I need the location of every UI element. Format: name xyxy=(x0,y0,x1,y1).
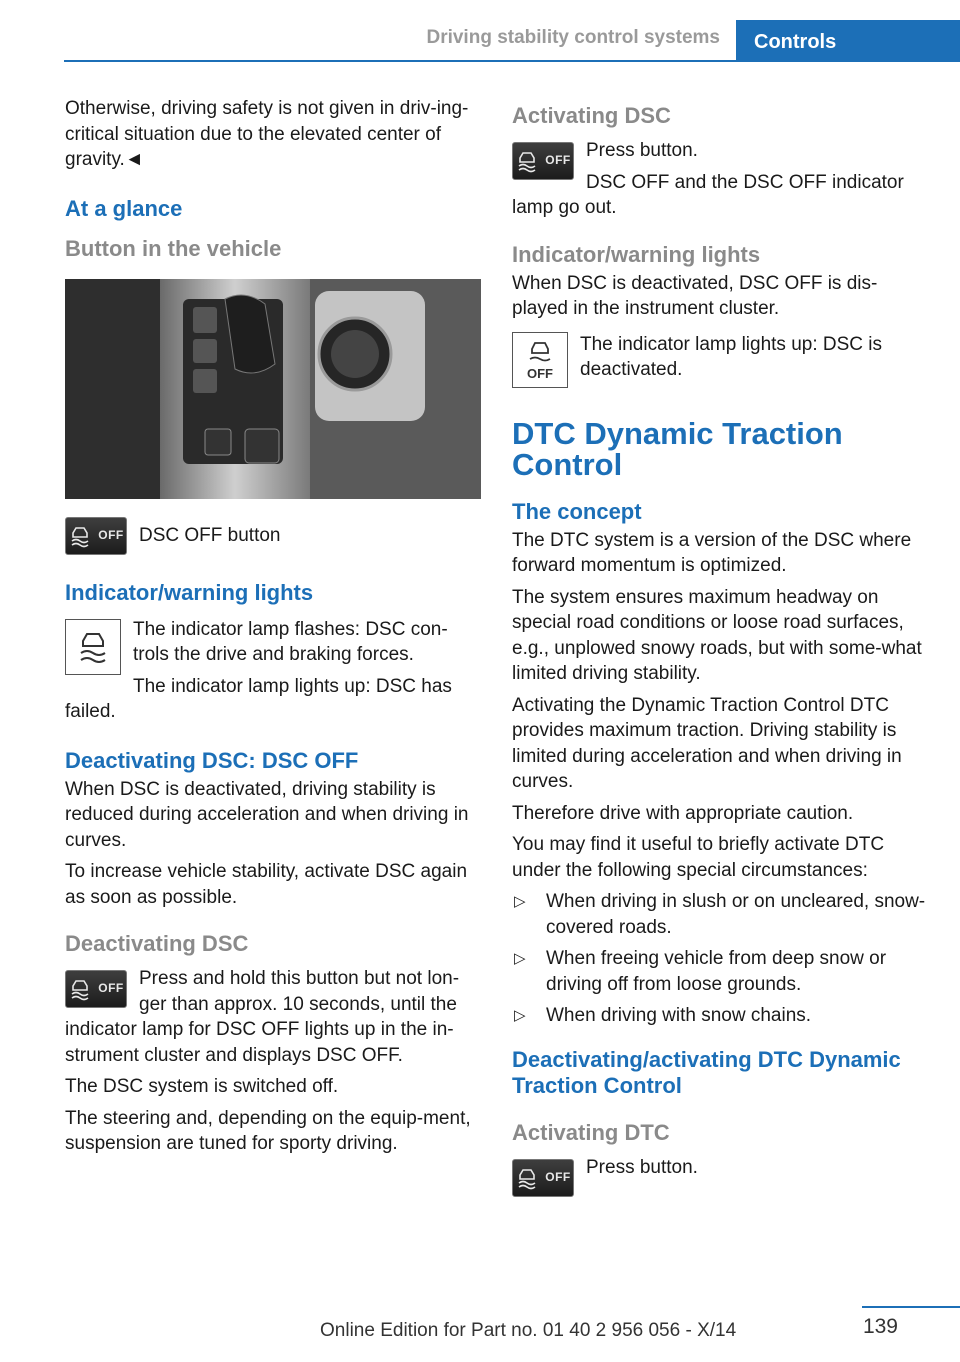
skid-car-icon xyxy=(68,977,92,1001)
activating-dsc-row xyxy=(512,138,928,221)
indicator-flash-row xyxy=(65,617,481,725)
concept-paragraph-5: You may find it useful to briefly activate DTC under the following special circumstances: xyxy=(512,834,885,881)
deactivating-paragraph-2: To increase vehicle stability, activate DSC again as soon as possible. xyxy=(65,861,468,908)
heading-deactivating-activating-dtc: Deactivating/activating DTC Dynamic Traction Control xyxy=(512,1046,901,1098)
list-item-text: When freeing vehicle from deep snow or driving off from loose grounds. xyxy=(546,948,887,995)
concept-paragraph-2: The system ensures maximum headway on special road conditions or loose road surfaces, e.g., unplowed snowy roads, but with some‐what limited driving stability. xyxy=(512,586,922,684)
footer-rule xyxy=(862,1306,960,1308)
page-number: 139 xyxy=(862,1315,898,1338)
dsc-indicator-lamp-icon xyxy=(65,619,121,675)
dsc-off-button-icon xyxy=(512,142,574,180)
off-label: OFF xyxy=(98,527,124,542)
console-photo xyxy=(65,279,481,499)
list-item-text: When driving with snow chains. xyxy=(546,1005,812,1026)
off-label: OFF xyxy=(527,365,553,381)
heading-activating-dsc: Activating DSC xyxy=(512,103,671,128)
heading-indicator-warning-lights: Indicator/warning lights xyxy=(65,579,314,605)
heading-deactivating-dsc-off: Deactivating DSC: DSC OFF xyxy=(65,747,359,773)
off-label: OFF xyxy=(545,153,571,168)
indicator-displayed-text: When DSC is deactivated, DSC OFF is dis‐played in the instrument cluster. xyxy=(512,272,878,319)
activating-dtc-row xyxy=(512,1155,928,1195)
off-label: OFF xyxy=(98,981,124,996)
skid-car-icon xyxy=(525,340,555,366)
edition-footer: Online Edition for Part no. 01 40 2 956 056 - X/14 xyxy=(320,1320,737,1341)
bullet-triangle-icon: ▷ xyxy=(514,950,526,967)
heading-at-a-glance: At a glance xyxy=(65,195,183,221)
center-console-illustration xyxy=(65,279,481,499)
indicator-deactivated-row xyxy=(512,332,928,392)
chapter-tab: Controls xyxy=(736,20,960,62)
heading-button-in-vehicle: Button in the vehicle xyxy=(65,235,282,261)
skid-car-icon xyxy=(515,149,539,173)
press-hold-row xyxy=(65,966,481,1068)
concept-paragraph-4: Therefore drive with appropriate caution. xyxy=(512,802,854,824)
switched-off-text: The DSC system is switched off. xyxy=(65,1076,339,1097)
intro-paragraph: Otherwise, driving safety is not given in driv‐ing-critical situation due to the elevated center of gravity.◄ xyxy=(65,98,469,170)
dsc-off-button-icon xyxy=(65,970,127,1008)
header-rule xyxy=(64,60,960,62)
bullet-triangle-icon: ▷ xyxy=(514,1007,526,1024)
off-label: OFF xyxy=(545,1169,571,1184)
left-column xyxy=(65,96,481,1163)
concept-paragraph-3: Activating the Dynamic Traction Control DTC provides maximum traction. Driving stability is limited during acceleration and when driving in curves. xyxy=(512,694,902,792)
indicator-deactivated-text: The indicator lamp lights up: DSC is deactivated. xyxy=(580,333,883,380)
concept-paragraph-1: The DTC system is a version of the DSC where forward momentum is optimized. xyxy=(512,529,912,576)
skid-car-icon xyxy=(515,1166,539,1190)
heading-deactivating-dsc: Deactivating DSC xyxy=(65,931,249,956)
dsc-off-button-icon xyxy=(512,1159,574,1197)
list-item xyxy=(512,1003,928,1029)
heading-activating-dtc: Activating DTC xyxy=(512,1119,670,1145)
dsc-off-button-icon xyxy=(65,517,127,555)
list-item xyxy=(512,946,928,997)
heading-dtc-dynamic-traction-control: DTC Dynamic Traction Control xyxy=(512,415,843,482)
skid-car-icon xyxy=(75,629,111,665)
heading-the-concept: The concept xyxy=(512,498,642,524)
indicator-failed-text: The indicator lamp lights up: DSC has failed. xyxy=(65,675,452,722)
circumstances-list xyxy=(512,889,928,1029)
dsc-off-indicator-lamp-icon xyxy=(512,332,568,388)
right-column xyxy=(512,96,928,1201)
bullet-triangle-icon: ▷ xyxy=(514,893,526,910)
indicator-flashes-text: The indicator lamp flashes: DSC con‐trols the drive and braking forces. xyxy=(133,618,448,665)
list-item xyxy=(512,889,928,940)
list-item-text: When driving in slush or on uncleared, snow-covered roads. xyxy=(546,891,926,938)
dsc-off-button-row xyxy=(65,517,481,559)
skid-car-icon xyxy=(68,524,92,548)
press-button-text-2: Press button. xyxy=(586,1156,698,1178)
heading-indicator-warning-lights-right: Indicator/warning lights xyxy=(512,241,761,267)
press-hold-text: Press and hold this button but not lon‐ger than approx. 10 seconds, until the indicator lamp for DSC OFF lights up in the in‐strument cluster and displays DSC OFF. xyxy=(65,968,460,1066)
press-button-text: Press button. xyxy=(586,140,698,161)
deactivating-paragraph-1: When DSC is deactivated, driving stability is reduced during acceleration and when driving in curves. xyxy=(65,778,469,851)
dsc-off-button-caption: DSC OFF button xyxy=(139,524,281,546)
running-header-section: Driving stability control systems xyxy=(426,27,720,48)
steering-text: The steering and, depending on the equip‐ment, suspension are tuned for sporty driving. xyxy=(65,1107,471,1154)
go-out-text: DSC OFF and the DSC OFF indicator lamp go out. xyxy=(512,171,904,218)
